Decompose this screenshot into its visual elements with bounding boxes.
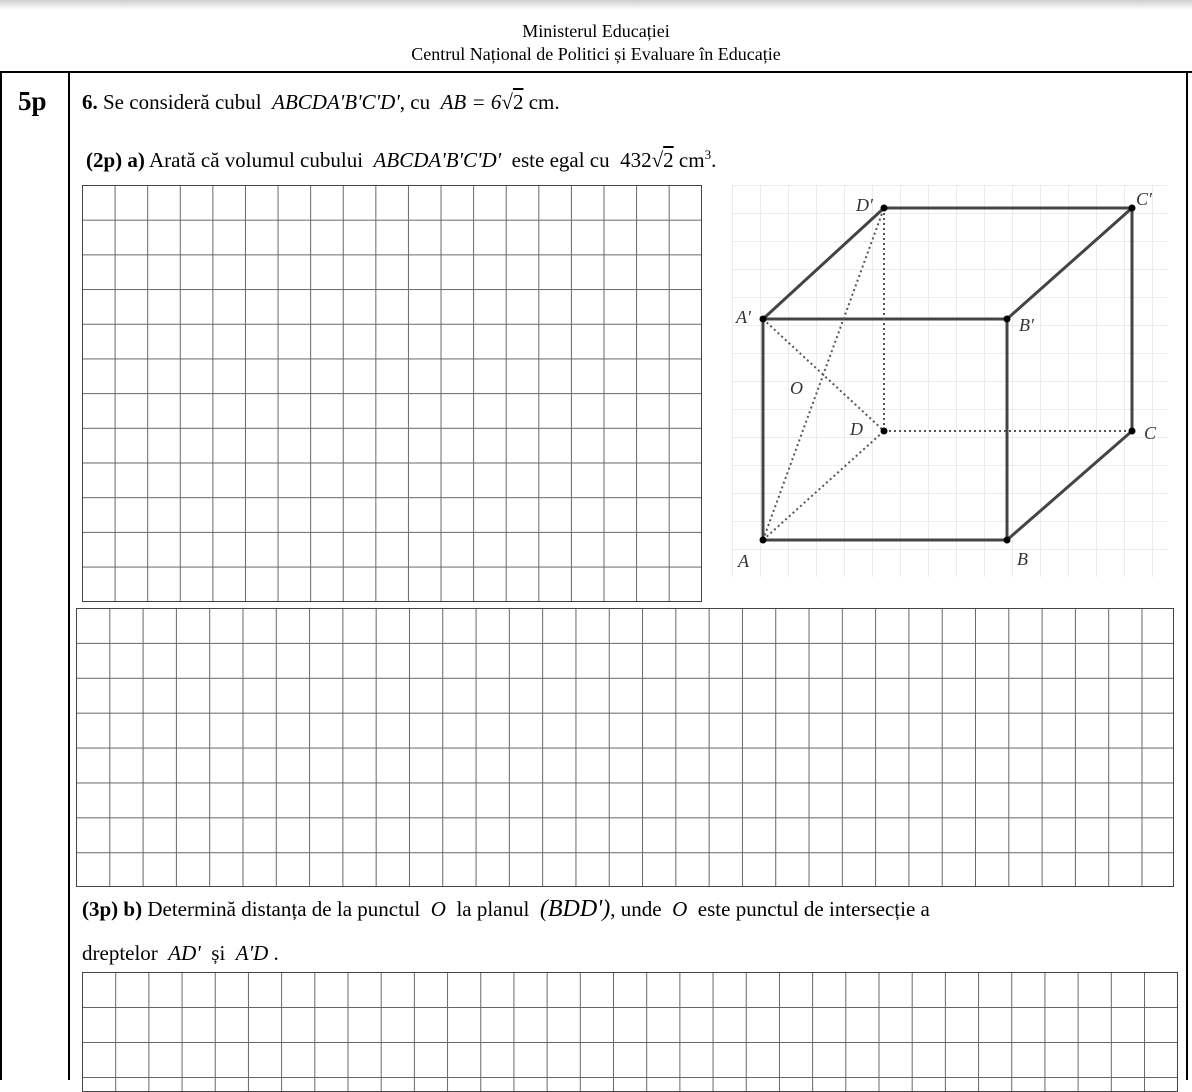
- vertex-D1: [881, 205, 888, 212]
- problem-number: 6.: [82, 90, 98, 114]
- part-b-text2: la planul: [456, 897, 530, 921]
- answer-grid-a-bottom[interactable]: [76, 608, 1174, 887]
- part-b-text4: este punctul de intersecție a: [697, 897, 930, 921]
- header-rule: [0, 71, 1192, 73]
- ab-equation: AB = 6: [440, 90, 502, 114]
- label-O: O: [790, 378, 803, 398]
- part-a-points: (2p) a): [86, 148, 145, 172]
- label-D1: D′: [856, 195, 873, 215]
- problem-intro: Se consideră cubul: [103, 90, 262, 114]
- answer-grid-a-top[interactable]: [82, 185, 702, 602]
- part-a-value: 432: [620, 148, 652, 172]
- label-B: B: [1017, 549, 1028, 569]
- part-b-point-o2: O: [672, 897, 688, 921]
- label-C1: C′: [1136, 189, 1152, 209]
- cu-text: , cu: [399, 90, 431, 114]
- part-b-point-o: O: [430, 897, 446, 921]
- part-b-text1: Determină distanța de la punctul: [147, 897, 421, 921]
- right-border: [1186, 72, 1188, 1080]
- part-a-statement: [86, 147, 716, 173]
- vertex-C1: [1129, 205, 1136, 212]
- document-header: [0, 20, 1192, 66]
- ab-root: 2: [512, 90, 524, 114]
- label-C: C: [1144, 423, 1157, 443]
- points-column-divider: [68, 72, 70, 1080]
- part-b-seg2: A'D: [235, 941, 269, 965]
- problem-statement: [82, 90, 560, 115]
- ab-unit: cm.: [528, 90, 560, 114]
- part-b-points: (3p) b): [82, 897, 143, 921]
- part-b-statement-line1: [82, 896, 930, 923]
- part-a-unit: cm: [678, 148, 705, 172]
- vertex-A1: [760, 316, 767, 323]
- label-B1: B′: [1019, 315, 1034, 335]
- part-a-root: 2: [663, 148, 674, 172]
- part-b-seg1: AD': [168, 941, 201, 965]
- part-a-exp: 3: [704, 147, 712, 162]
- vertex-D: [881, 428, 888, 435]
- ministry-title: Ministerul Educației: [522, 21, 670, 41]
- part-a-mid: este egal cu: [511, 148, 610, 172]
- cube-name: ABCDA'B'C'D': [272, 90, 400, 114]
- label-A1: A′: [736, 307, 751, 327]
- points-total: 5p: [18, 86, 47, 116]
- part-b-and: și: [211, 941, 226, 965]
- top-shade: [0, 0, 1192, 10]
- vertex-C: [1129, 428, 1136, 435]
- cube-figure: [732, 185, 1168, 577]
- label-D: D: [850, 419, 863, 439]
- sqrt-sign: √: [501, 90, 513, 114]
- part-a-end: .: [711, 148, 717, 172]
- part-b-line2-start: dreptelor: [82, 941, 158, 965]
- part-b-statement-line2: [82, 941, 279, 966]
- part-b-plane: (BDD'): [539, 896, 611, 922]
- answer-grid-b[interactable]: [82, 972, 1178, 1092]
- vertex-A: [760, 537, 767, 544]
- left-border: [0, 72, 2, 1080]
- part-b-text3: , unde: [610, 897, 662, 921]
- part-a-text: Arată că volumul cubului: [149, 148, 364, 172]
- sqrt-sign-a: √: [651, 148, 664, 172]
- label-A: A: [738, 551, 749, 571]
- vertex-B1: [1004, 316, 1011, 323]
- part-a-cube-name: ABCDA'B'C'D': [373, 148, 502, 172]
- vertex-B: [1004, 537, 1011, 544]
- center-title: Centrul Național de Politici și Evaluare în Educație: [411, 44, 781, 64]
- part-b-end: .: [273, 941, 279, 965]
